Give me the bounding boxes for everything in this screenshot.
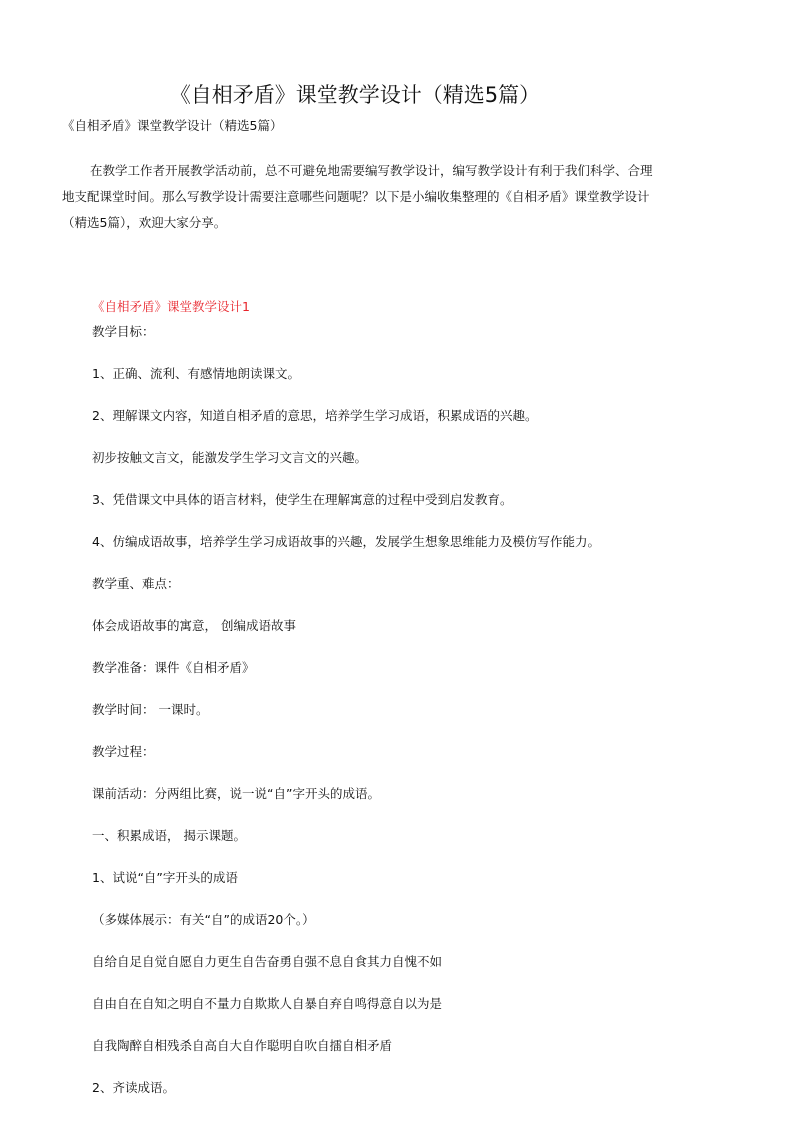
content-line: 3、凭借课文中具体的语言材料，使学生在理解寓意的过程中受到启发教育。 [92, 492, 513, 507]
content-line: 1、正确、流利、有感情地朗读课文。 [92, 366, 300, 381]
content-line: 体会成语故事的寓意， 创编成语故事 [92, 618, 296, 633]
content-line: 教学目标： [92, 324, 155, 339]
content-line: 教学重、难点： [92, 576, 180, 591]
content-line: 自由自在自知之明自不量力自欺欺人自暴自弃自鸣得意自以为是 [92, 996, 443, 1011]
document-title: 《自相矛盾》课堂教学设计（精选5篇） [169, 83, 541, 107]
content-line: 自给自足自觉自愿自力更生自告奋勇自强不息自食其力自愧不如 [92, 954, 443, 969]
content-line: 一、积累成语， 揭示课题。 [92, 828, 246, 843]
content-line: 自我陶醉自相残杀自高自大自作聪明自吹自擂自相矛盾 [92, 1038, 393, 1053]
content-line: 1、试说“自”字开头的成语 [92, 870, 238, 885]
section-heading: 《自相矛盾》课堂教学设计1 [92, 299, 250, 314]
content-line: 2、理解课文内容，知道自相矛盾的意思，培养学生学习成语，积累成语的兴趣。 [92, 408, 538, 423]
document-subtitle: 《自相矛盾》课堂教学设计（精选5篇） [62, 118, 283, 133]
content-line: （多媒体展示：有关“自”的成语20个。） [92, 912, 315, 927]
content-line: 教学准备：课件《自相矛盾》 [92, 660, 255, 675]
content-line: 教学时间： 一课时。 [92, 702, 209, 717]
content-line: 课前活动：分两组比赛，说一说“自”字开头的成语。 [92, 786, 380, 801]
content-line: 2、齐读成语。 [92, 1080, 175, 1095]
content-line: 初步按触文言文，能激发学生学习文言文的兴趣。 [92, 450, 368, 465]
content-line: 4、仿编成语故事，培养学生学习成语故事的兴趣，发展学生想象思维能力及模仿写作能力。 [92, 534, 600, 549]
intro-paragraph: 在教学工作者开展教学活动前，总不可避免地需要编写教学设计，编写教学设计有利于我们科学、合理地支配课堂时间。那么写教学设计需要注意哪些问题呢？以下是小编收集整理的《自相矛盾》课堂教学设计（精选5篇），欢迎大家分享。 [62, 163, 653, 230]
content-line: 教学过程： [92, 744, 155, 759]
